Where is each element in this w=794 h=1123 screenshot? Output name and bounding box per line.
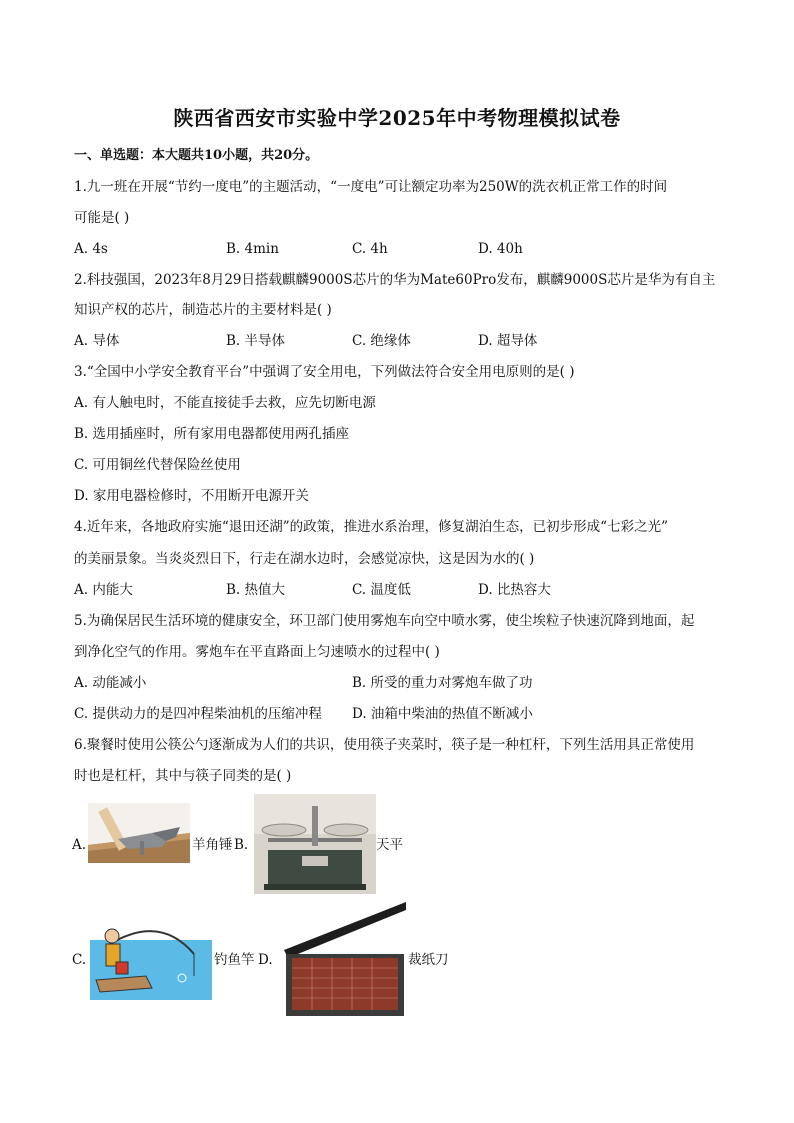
q1-option-b[interactable]: B. 4min <box>226 241 279 257</box>
q1-option-d[interactable]: D. 40h <box>478 241 523 257</box>
exam-title: 陕西省西安市实验中学2025年中考物理模拟试卷 <box>173 106 621 130</box>
q4-option-c[interactable]: C. 温度低 <box>352 582 411 598</box>
q5-option-c[interactable]: C. 提供动力的是四冲程柴油机的压缩冲程 <box>74 706 322 722</box>
q6-option-c-name: 钓鱼竿 <box>214 952 255 968</box>
q1-option-a[interactable]: A. 4s <box>74 241 108 257</box>
q1-stem-line1: 1.九一班在开展“节约一度电”的主题活动，“一度电”可让额定功率为250W的洗衣机正常工作的时间 <box>74 179 668 195</box>
q5-stem-line1: 5.为确保居民生活环境的健康安全，环卫部门使用雾炮车向空中喷水雾，使尘埃粒子快速沉降到地面，起 <box>74 613 695 629</box>
paper-cutter-image[interactable] <box>278 898 408 1020</box>
q6-option-a-letter[interactable]: A. <box>72 837 87 853</box>
q5-option-b[interactable]: B. 所受的重力对雾炮车做了功 <box>352 675 533 691</box>
q6-option-b-letter[interactable]: B. <box>234 837 249 853</box>
q6-stem-line2: 时也是杠杆，其中与筷子同类的是( ) <box>74 768 292 784</box>
q4-stem-line1: 4.近年来，各地政府实施“退田还湖”的政策，推进水系治理，修复湖泊生态，已初步形成“七彩之光” <box>74 519 668 535</box>
fishing-rod-image[interactable] <box>90 914 212 1000</box>
q6-option-d-name: 裁纸刀 <box>408 952 449 968</box>
q3-stem-line1: 3.“全国中小学安全教育平台”中强调了安全用电，下列做法符合安全用电原则的是( ) <box>74 364 575 380</box>
q5-stem-line2: 到净化空气的作用。雾炮车在平直路面上匀速喷水的过程中( ) <box>74 644 440 660</box>
q6-option-b-name: 天平 <box>376 837 403 853</box>
q1-option-c[interactable]: C. 4h <box>352 241 388 257</box>
q2-option-a[interactable]: A. 导体 <box>74 333 120 349</box>
q3-option-a[interactable]: A. 有人触电时，不能直接徒手去救，应先切断电源 <box>74 395 376 411</box>
claw-hammer-image[interactable] <box>88 803 190 863</box>
q2-option-d[interactable]: D. 超导体 <box>478 333 538 349</box>
q2-stem-line1: 2.科技强国，2023年8月29日搭载麒麟9000S芯片的华为Mate60Pro发布，麒麟9000S芯片是华为有自主 <box>74 272 716 288</box>
q6-option-c-letter[interactable]: C. <box>72 952 87 968</box>
q4-option-b[interactable]: B. 热值大 <box>226 582 286 598</box>
q5-option-d[interactable]: D. 油箱中柴油的热值不断减小 <box>352 706 533 722</box>
q3-option-b[interactable]: B. 选用插座时，所有家用电器都使用两孔插座 <box>74 426 350 442</box>
q4-option-d[interactable]: D. 比热容大 <box>478 582 551 598</box>
q3-option-c[interactable]: C. 可用铜丝代替保险丝使用 <box>74 457 241 473</box>
q6-option-a-name: 羊角锤 <box>192 837 233 853</box>
section-heading: 一、单选题：本大题共10小题，共20分。 <box>74 148 319 163</box>
q4-stem-line2: 的美丽景象。当炎炎烈日下，行走在湖水边时，会感觉凉快，这是因为水的( ) <box>74 551 535 567</box>
q6-option-d-letter[interactable]: D. <box>258 952 273 968</box>
q1-stem-line2: 可能是( ) <box>74 210 130 226</box>
q6-stem-line1: 6.聚餐时使用公筷公勺逐渐成为人们的共识，使用筷子夹菜时，筷子是一种杠杆，下列生活用具正常使用 <box>74 737 695 753</box>
q2-option-c[interactable]: C. 绝缘体 <box>352 333 411 349</box>
q4-option-a[interactable]: A. 内能大 <box>74 582 133 598</box>
balance-scale-image[interactable] <box>254 794 376 894</box>
q5-option-a[interactable]: A. 动能减小 <box>74 675 147 691</box>
q2-option-b[interactable]: B. 半导体 <box>226 333 286 349</box>
q2-stem-line2: 知识产权的芯片，制造芯片的主要材料是( ) <box>74 302 332 318</box>
q3-option-d[interactable]: D. 家用电器检修时，不用断开电源开关 <box>74 488 309 504</box>
